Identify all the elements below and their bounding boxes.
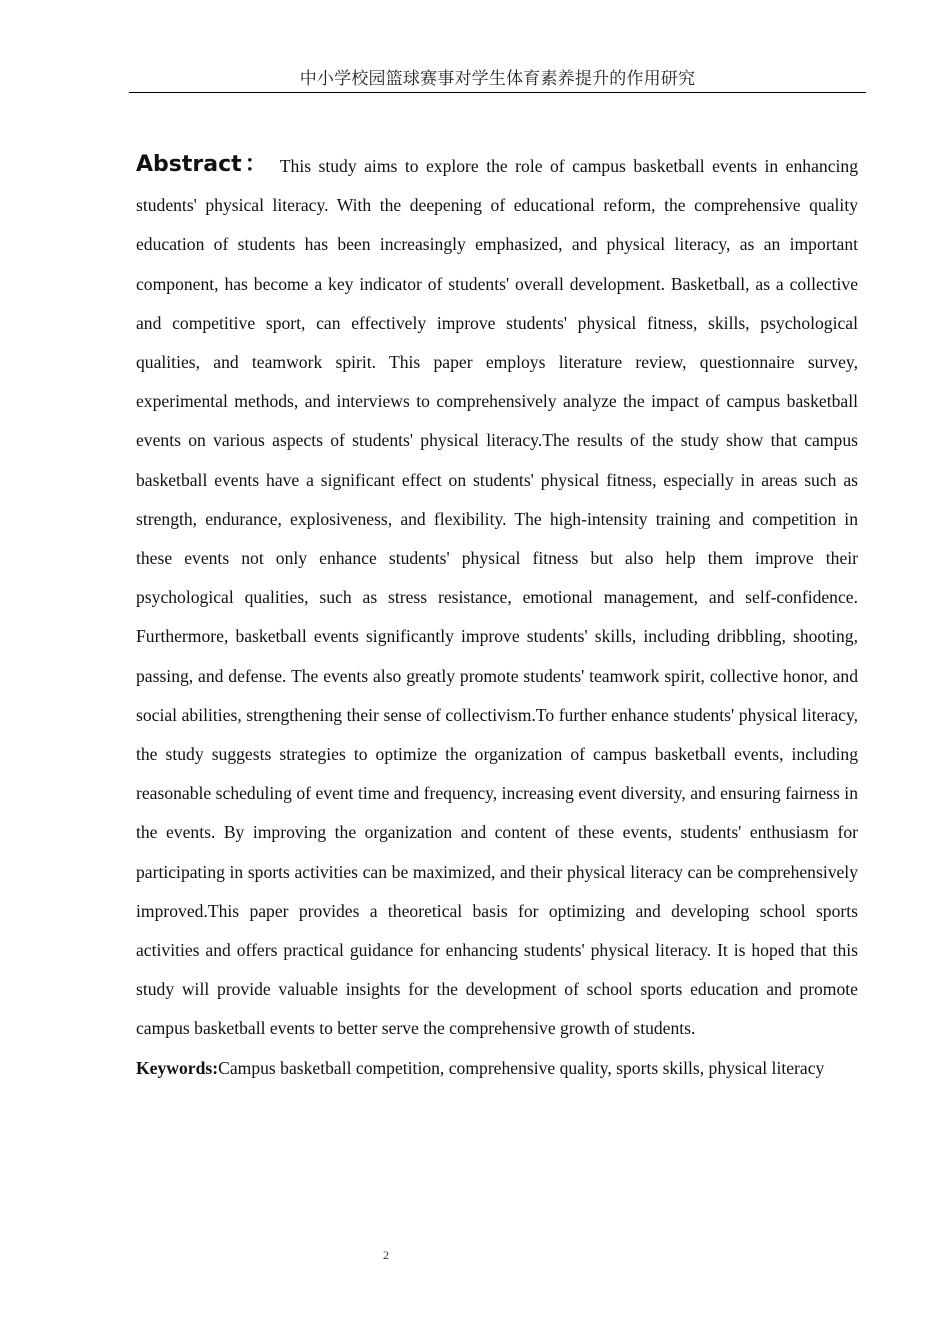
- abstract-text: This study aims to explore the role of campus basketball events in enhancing students' physical literacy. With the deepening of educational reform, the comprehensive quality education of students has been increasingly emphasized, and physical literacy, as an important component, has become a key indicator of students' overall development. Basketball, as a collective and competitive sport, can effectively improve students' physical fitness, skills, psychological qualities, and teamwork spirit. This paper employs literature review, questionnaire survey, experimental methods, and interviews to comprehensively analyze the impact of campus basketball events on various aspects of students' physical literacy.The results of the study show that campus basketball events have a significant effect on students' physical fitness, especially in areas such as strength, endurance, explosiveness, and flexibility. The high-intensity training and competition in these events not only enhance students' physical fitness but also help them improve their psychological qualities, such as stress resistance, emotional management, and self-confidence. Furthermore, basketball events significantly improve students' skills, including dribbling, shooting, passing, and defense. The events also greatly promote students' teamwork spirit, collective honor, and social abilities, strengthening their sense of collectivism.To further enhance students' physical literacy, the study suggests strategies to optimize the organization of campus basketball events, including reasonable scheduling of event time and frequency, increasing event diversity, and ensuring fairness in the events. By improving the organization and content of these events, students' enthusiasm for participating in sports activities can be maximized, and their physical literacy can be comprehensively improved.This paper provides a theoretical basis for optimizing and developing school sports activities and offers practical guidance for enhancing students' physical literacy. It is hoped that this study will provide valuable insights for the development of school sports education and promote campus basketball events to better serve the comprehensive growth of students.: [136, 156, 858, 1039]
- abstract-label: Abstract：: [136, 152, 270, 177]
- keywords-paragraph: [136, 1049, 858, 1088]
- keywords-text: Campus basketball competition, comprehensive quality, sports skills, physical literacy: [218, 1057, 825, 1078]
- abstract-section: [136, 145, 858, 1088]
- page-number: 2: [383, 1248, 389, 1262]
- header-title: 中小学校园篮球赛事对学生体育素养提升的作用研究: [299, 69, 696, 89]
- running-header: [129, 66, 866, 93]
- abstract-paragraph: [136, 145, 858, 1049]
- keywords-label: Keywords:: [136, 1057, 219, 1078]
